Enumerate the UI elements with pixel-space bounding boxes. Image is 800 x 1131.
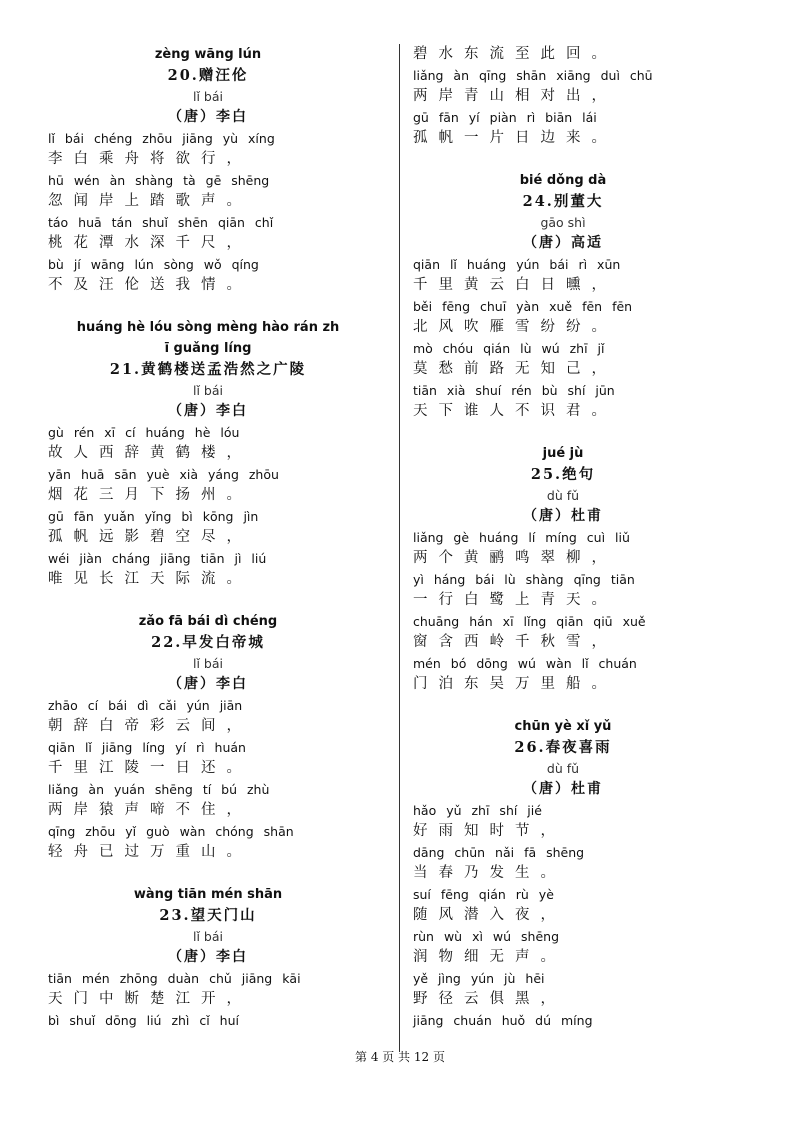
author-pinyin: lǐ bái	[193, 656, 223, 671]
poem-title: 22.早发白帝城	[151, 634, 265, 651]
poem-title: 25.绝句	[530, 466, 596, 483]
poem-line: 两岸猿声啼不住，	[48, 802, 252, 818]
poem-title: 23.望天门山	[159, 907, 257, 924]
poem-title-pinyin: huáng hè lóu sòng mèng hào rán zh	[76, 320, 340, 335]
poem-line-pinyin: gū fān yí piàn rì biān lái	[413, 110, 597, 125]
poem-line: 不及汪伦送我情。	[48, 277, 252, 293]
poem-line-pinyin: bù jí wāng lún sòng wǒ qíng	[48, 257, 259, 272]
poem-line-pinyin: mò chóu qián lù wú zhī jǐ	[413, 341, 605, 356]
poem-line: 千里黄云白日曛，	[413, 277, 617, 293]
poem-line-pinyin: qiān lǐ jiāng líng yí rì huán	[48, 740, 246, 755]
poem-line-pinyin: wéi jiàn cháng jiāng tiān jì liú	[48, 551, 267, 566]
poem-line-pinyin: bì shuǐ dōng liú zhì cǐ huí	[48, 1013, 240, 1028]
poem-line: 碧水东流至此回。	[413, 46, 617, 62]
poem-line: 孤帆远影碧空尽，	[48, 529, 252, 545]
author-pinyin: lǐ bái	[193, 383, 223, 398]
poem-line: 轻舟已过万重山。	[48, 844, 252, 860]
poem-line-pinyin: liǎng àn yuán shēng tí bú zhù	[48, 782, 270, 797]
poem-line-pinyin: zhāo cí bái dì cǎi yún jiān	[48, 698, 243, 713]
poem-line: 门泊东吴万里船。	[413, 676, 617, 692]
poem-line: 随风潜入夜，	[413, 907, 566, 923]
poem-title-pinyin: bié dǒng dà	[519, 173, 607, 188]
poem-line-pinyin: qīng zhōu yǐ guò wàn chóng shān	[48, 824, 294, 839]
poem-line: 北风吹雁雪纷纷。	[413, 319, 617, 335]
poem-line-pinyin: lǐ bái chéng zhōu jiāng yù xíng	[48, 131, 275, 146]
dynasty-author: （唐）杜甫	[523, 781, 603, 797]
poem-line: 忽闻岸上踏歌声。	[48, 193, 252, 209]
poem-line-pinyin: gū fān yuǎn yǐng bì kōng jìn	[48, 509, 259, 524]
poem-line-pinyin: mén bó dōng wú wàn lǐ chuán	[413, 656, 637, 671]
poem-line-pinyin: hū wén àn shàng tà gē shēng	[48, 173, 270, 188]
poem-line-pinyin: yě jìng yún jù hēi	[413, 971, 545, 986]
column-divider	[399, 44, 400, 1052]
poem-title: 20.赠汪伦	[167, 67, 249, 84]
poem-line-pinyin: gù rén xī cí huáng hè lóu	[48, 425, 240, 440]
page-number-footer: 第 4 页 共 12 页	[355, 1050, 445, 1064]
poem-title: 26.春夜喜雨	[514, 739, 612, 756]
poem-line: 窗含西岭千秋雪，	[413, 634, 617, 650]
poem-line-pinyin: liǎng gè huáng lí míng cuì liǔ	[413, 530, 630, 545]
poem-title: 24.别董大	[522, 193, 604, 210]
poem-line: 两个黄鹂鸣翠柳，	[413, 550, 617, 566]
dynasty-author: （唐）李白	[168, 949, 248, 965]
poem-line-pinyin: tiān xià shuí rén bù shí jūn	[413, 383, 615, 398]
dynasty-author: （唐）杜甫	[523, 508, 603, 524]
poem-title-pinyin: zèng wāng lún	[154, 47, 262, 62]
author-pinyin: lǐ bái	[193, 89, 223, 104]
poem-line-pinyin: liǎng àn qīng shān xiāng duì chū	[413, 68, 653, 83]
poem-line-pinyin: chuāng hán xī lǐng qiān qiū xuě	[413, 614, 646, 629]
poem-title-pinyin: zǎo fā bái dì chéng	[138, 614, 278, 629]
poem-line: 当春乃发生。	[413, 865, 566, 881]
right-column	[413, 44, 713, 1031]
poem-title-pinyin: wàng tiān mén shān	[133, 887, 283, 902]
dynasty-author: （唐）李白	[168, 403, 248, 419]
poem-line: 天门中断楚江开，	[48, 991, 252, 1007]
poem-line: 桃花潭水深千尺，	[48, 235, 252, 251]
poem-line: 莫愁前路无知己，	[413, 361, 617, 377]
poem-title: 21.黄鹤楼送孟浩然之广陵	[109, 361, 307, 378]
poem-line-pinyin: táo huā tán shuǐ shēn qiān chǐ	[48, 215, 274, 230]
poem-title-pinyin: jué jù	[542, 446, 584, 461]
poem-line-pinyin: hǎo yǔ zhī shí jié	[413, 803, 542, 818]
poem-line: 润物细无声。	[413, 949, 566, 965]
poem-line: 好雨知时节，	[413, 823, 566, 839]
poem-line-pinyin: jiāng chuán huǒ dú míng	[413, 1013, 593, 1028]
poem-line-pinyin: dāng chūn nǎi fā shēng	[413, 845, 585, 860]
poem-line-pinyin: qiān lǐ huáng yún bái rì xūn	[413, 257, 621, 272]
poem-title-pinyin: chūn yè xǐ yǔ	[514, 719, 612, 734]
author-pinyin: dù fǔ	[546, 761, 580, 776]
poem-line: 一行白鹭上青天。	[413, 592, 617, 608]
poem-line: 天下谁人不识君。	[413, 403, 617, 419]
poem-title-pinyin-continued: ī guǎng líng	[164, 341, 252, 356]
poem-line: 唯见长江天际流。	[48, 571, 252, 587]
poem-line-pinyin: rùn wù xì wú shēng	[413, 929, 560, 944]
left-column	[48, 44, 368, 1031]
poem-line-pinyin: yì háng bái lù shàng qīng tiān	[413, 572, 635, 587]
poem-line: 野径云俱黑，	[413, 991, 566, 1007]
author-pinyin: gāo shì	[540, 215, 586, 230]
poem-line: 朝辞白帝彩云间，	[48, 718, 252, 734]
poem-line: 两岸青山相对出，	[413, 88, 617, 104]
dynasty-author: （唐）李白	[168, 676, 248, 692]
poem-line-pinyin: běi fēng chuī yàn xuě fēn fēn	[413, 299, 633, 314]
poem-line: 故人西辞黄鹤楼，	[48, 445, 252, 461]
poem-line: 烟花三月下扬州。	[48, 487, 252, 503]
dynasty-author: （唐）李白	[168, 109, 248, 125]
dynasty-author: （唐）高适	[523, 235, 603, 251]
author-pinyin: lǐ bái	[193, 929, 223, 944]
poem-line: 孤帆一片日边来。	[413, 130, 617, 146]
poem-line-pinyin: suí fēng qián rù yè	[413, 887, 554, 902]
author-pinyin: dù fǔ	[546, 488, 580, 503]
poem-line: 李白乘舟将欲行，	[48, 151, 252, 167]
poem-line: 千里江陵一日还。	[48, 760, 252, 776]
poem-line-pinyin: yān huā sān yuè xià yáng zhōu	[48, 467, 279, 482]
poem-line-pinyin: tiān mén zhōng duàn chǔ jiāng kāi	[48, 971, 301, 986]
